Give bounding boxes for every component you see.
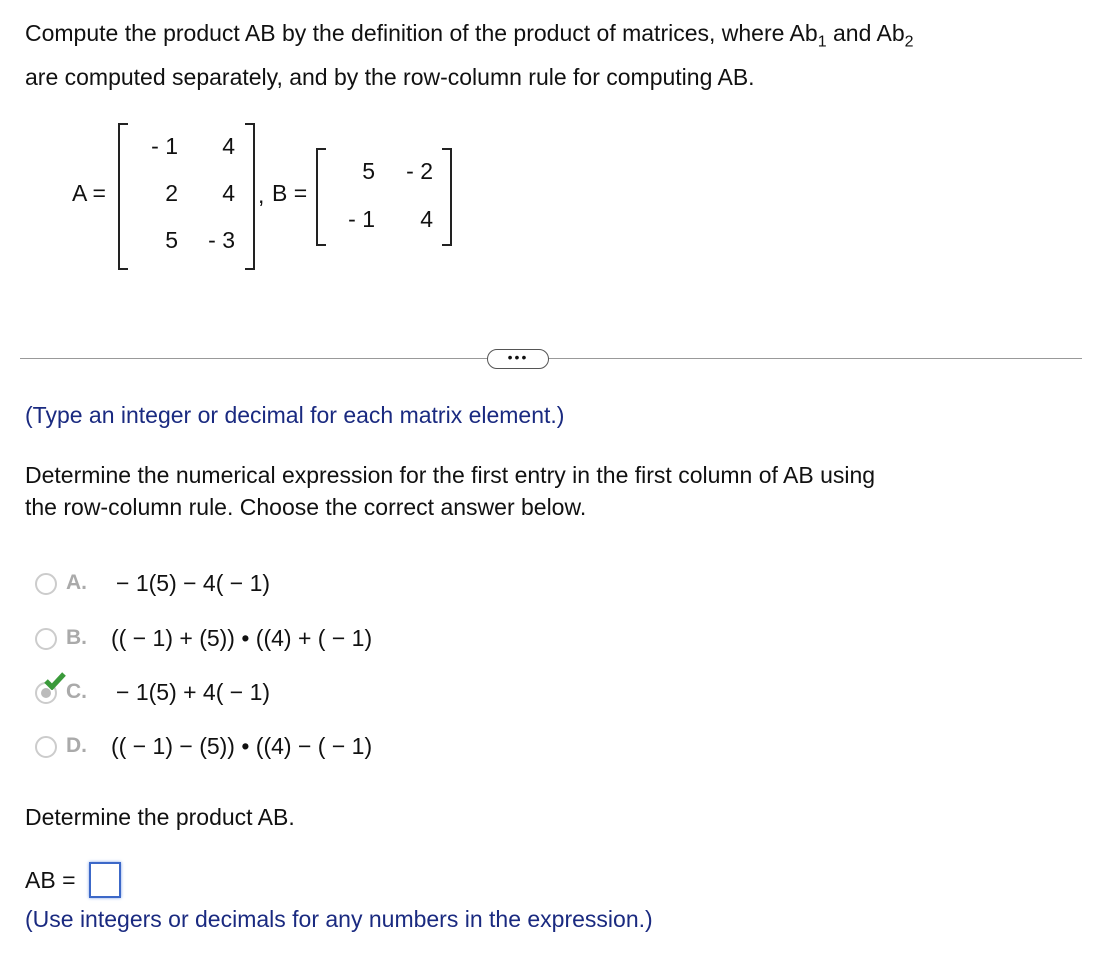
product-prompt: Determine the product AB. — [25, 804, 295, 830]
ab-label: AB = — [25, 867, 76, 893]
option-letter: B. — [66, 626, 87, 649]
question-text-line2: are computed separately, and by the row-column rule for computing AB. — [25, 64, 755, 90]
comma: , — [258, 182, 265, 208]
checkmark-icon — [44, 672, 66, 690]
cell: 5 — [165, 227, 178, 253]
option-text: (( − 1) − (5)) • ((4) − ( − 1) — [111, 733, 373, 759]
cell: - 1 — [348, 206, 375, 232]
question-text: Compute the product AB by the definition of the product of matrices, where $Ab_1$ and $Ab_2$ — [25, 20, 914, 51]
cell: - 1 — [151, 133, 178, 159]
cell: 5 — [362, 158, 375, 184]
option-letter: C. — [66, 680, 87, 703]
divider — [20, 358, 1082, 359]
cell: 2 — [165, 180, 178, 206]
option-text: (( − 1) + (5)) • ((4) + ( − 1) — [111, 625, 373, 651]
more-button[interactable]: ••• — [487, 349, 549, 369]
radio-button[interactable] — [35, 628, 57, 650]
ab-answer-input[interactable] — [89, 862, 121, 898]
cell: 4 — [420, 206, 433, 232]
cell: - 3 — [208, 227, 235, 253]
hint-text: (Type an integer or decimal for each matrix element.) — [25, 402, 565, 428]
cell: 4 — [222, 133, 235, 159]
hint-text-2: (Use integers or decimals for any numbers in the expression.) — [25, 906, 653, 932]
cell: 4 — [222, 180, 235, 206]
option-text: − 1(5) − 4( − 1) — [116, 570, 271, 596]
radio-button[interactable] — [35, 573, 57, 595]
prompt-text-line2: the row-column rule. Choose the correct answer below. — [25, 494, 587, 520]
radio-button[interactable] — [35, 736, 57, 758]
matrix-a-label: A = — [72, 180, 106, 206]
matrix-b-label: B = — [272, 180, 308, 206]
option-text: − 1(5) + 4( − 1) — [116, 679, 271, 705]
cell: - 2 — [406, 158, 433, 184]
option-letter: A. — [66, 571, 87, 594]
option-letter: D. — [66, 734, 87, 757]
prompt-text: Determine the numerical expression for the first entry in the first column of AB using — [25, 462, 876, 488]
